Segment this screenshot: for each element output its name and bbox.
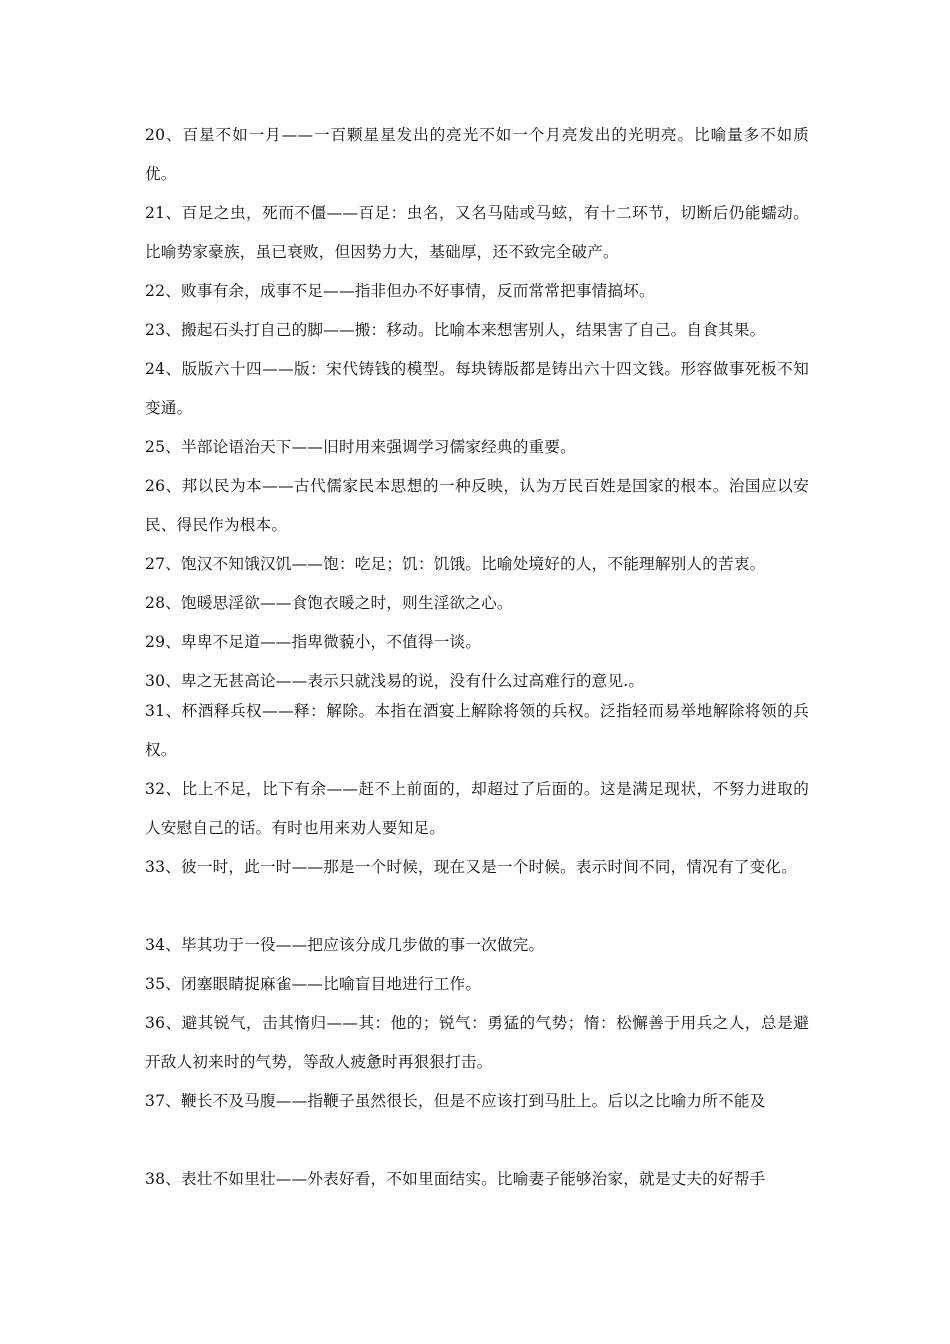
entry-38: 38、表壮不如里壮——外表好看，不如里面结实。比喻妻子能够治家，就是丈夫的好帮手: [145, 1170, 766, 1188]
entry-29: 29、卑卑不足道——指卑微藐小，不值得一谈。: [145, 633, 482, 651]
entry-22: 22、败事有余，成事不足——指非但办不好事情，反而常常把事情搞坏。: [145, 282, 655, 300]
entry-26: 26、邦以民为本——古代儒家民本思想的一种反映，认为万民百姓是国家的根本。治国应以安民、得民作为根本。: [145, 477, 809, 534]
entry-28: 28、饱暖思淫欲——食饱衣暖之时，则生淫欲之心。: [145, 594, 513, 612]
entry-25: 25、半部论语治天下——旧时用来强调学习儒家经典的重要。: [145, 438, 576, 456]
entry-31: 31、杯酒释兵权——释：解除。本指在酒宴上解除将领的兵权。泛指轻而易举地解除将领的兵权。: [145, 702, 809, 759]
entry-33: 33、彼一时，此一时——那是一个时候，现在又是一个时候。表示时间不同，情况有了变化。: [145, 858, 797, 876]
entry-23: 23、搬起石头打自己的脚——搬：移动。比喻本来想害别人，结果害了自己。自食其果。: [145, 321, 766, 339]
entry-34: 34、毕其功于一役——把应该分成几步做的事一次做完。: [145, 936, 545, 954]
entry-36: 36、避其锐气，击其惰归——其：他的；锐气：勇猛的气势；惰：松懈善于用兵之人，总是避开敌人初来时的气势，等敌人疲惫时再狠狠打击。: [145, 1014, 809, 1071]
entry-21: 21、百足之虫，死而不僵——百足：虫名，又名马陆或马蚿，有十二环节，切断后仍能蠕动。比喻势家豪族，虽已衰败，但因势力大，基础厚，还不致完全破产。: [145, 204, 809, 261]
entry-30: 30、卑之无甚高论——表示只就浅易的说，没有什么过高难行的意见.。: [145, 672, 645, 690]
entry-37: 37、鞭长不及马腹——指鞭子虽然很长，但是不应该打到马肚上。后以之比喻力所不能及: [145, 1092, 766, 1110]
entry-20: 20、百星不如一月——一百颗星星发出的亮光不如一个月亮发出的光明亮。比喻量多不如质优。: [145, 126, 809, 183]
entry-32: 32、比上不足，比下有余——赶不上前面的，却超过了后面的。这是满足现状，不努力进取的人安慰自己的话。有时也用来劝人要知足。: [145, 780, 809, 837]
entry-24: 24、版版六十四——版：宋代铸钱的模型。每块铸版都是铸出六十四文钱。形容做事死板不知变通。: [145, 360, 809, 417]
entry-35: 35、闭塞眼睛捉麻雀——比喻盲目地进行工作。: [145, 975, 482, 993]
entry-27: 27、饱汉不知饿汉饥——饱：吃足；饥：饥饿。比喻处境好的人，不能理解别人的苦衷。: [145, 555, 766, 573]
